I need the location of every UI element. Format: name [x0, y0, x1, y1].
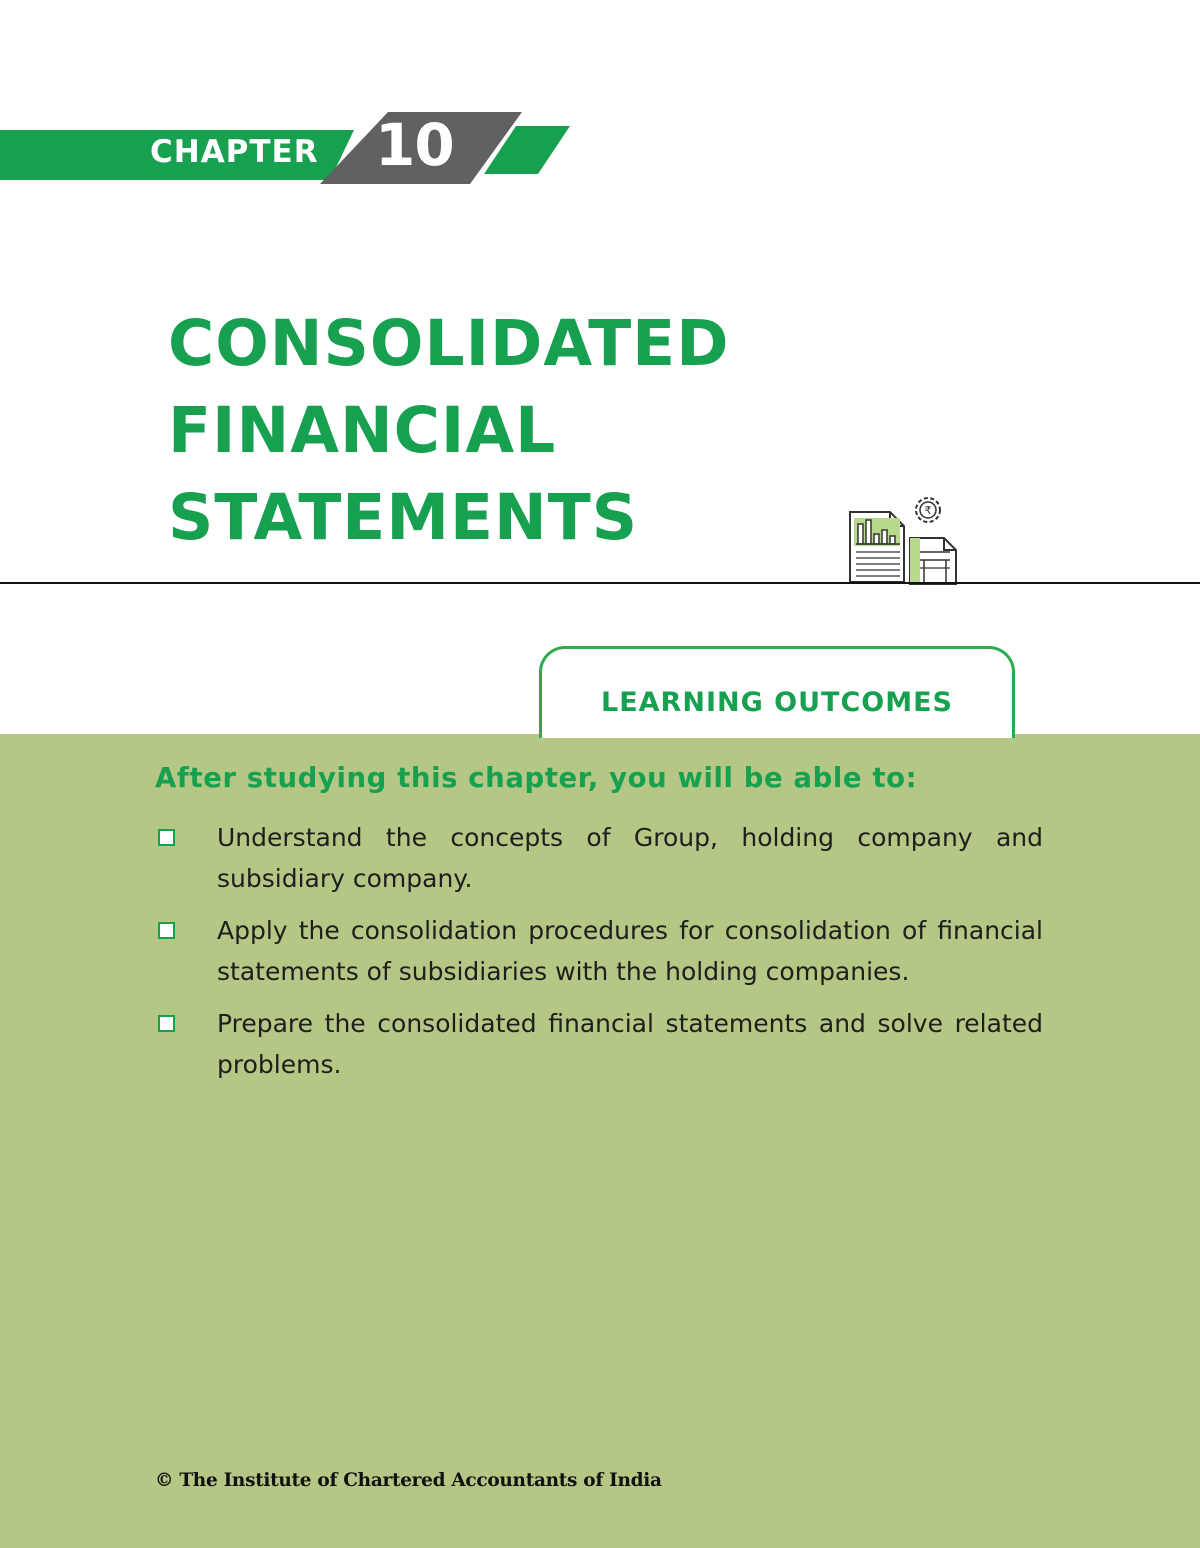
list-item — [155, 1004, 1043, 1085]
copyright-notice: © The Institute of Chartered Accountants of India — [155, 1470, 662, 1491]
chapter-label: CHAPTER — [150, 134, 319, 170]
checkbox-bullet-icon — [158, 829, 175, 846]
learning-outcomes-tab — [539, 646, 1015, 738]
outcome-text: Understand the concepts of Group, holding company and subsidiary company. — [217, 823, 1043, 893]
chapter-title-line: FINANCIAL — [168, 394, 557, 467]
chapter-title-line: STATEMENTS — [168, 481, 639, 554]
outcome-text: Apply the consolidation procedures for consolidation of financial statements of subsidiaries with the holding companies. — [217, 916, 1043, 986]
checkbox-bullet-icon — [158, 922, 175, 939]
chapter-title — [168, 300, 730, 561]
learning-outcomes-intro: After studying this chapter, you will be able to: — [155, 762, 918, 794]
document-icon — [910, 538, 956, 584]
financial-report-icon — [846, 490, 962, 586]
learning-outcomes-heading: LEARNING OUTCOMES — [601, 687, 953, 718]
report-page-icon — [850, 512, 904, 582]
learning-outcomes-list — [155, 818, 1043, 1097]
svg-text:₹: ₹ — [924, 504, 932, 517]
chapter-number: 10 — [375, 111, 454, 179]
outcome-text: Prepare the consolidated financial statements and solve related problems. — [217, 1009, 1043, 1079]
rupee-gear-icon — [916, 498, 940, 522]
list-item — [155, 818, 1043, 899]
checkbox-bullet-icon — [158, 1015, 175, 1032]
header-divider — [0, 582, 1200, 584]
list-item — [155, 911, 1043, 992]
chapter-title-line: CONSOLIDATED — [168, 307, 730, 380]
